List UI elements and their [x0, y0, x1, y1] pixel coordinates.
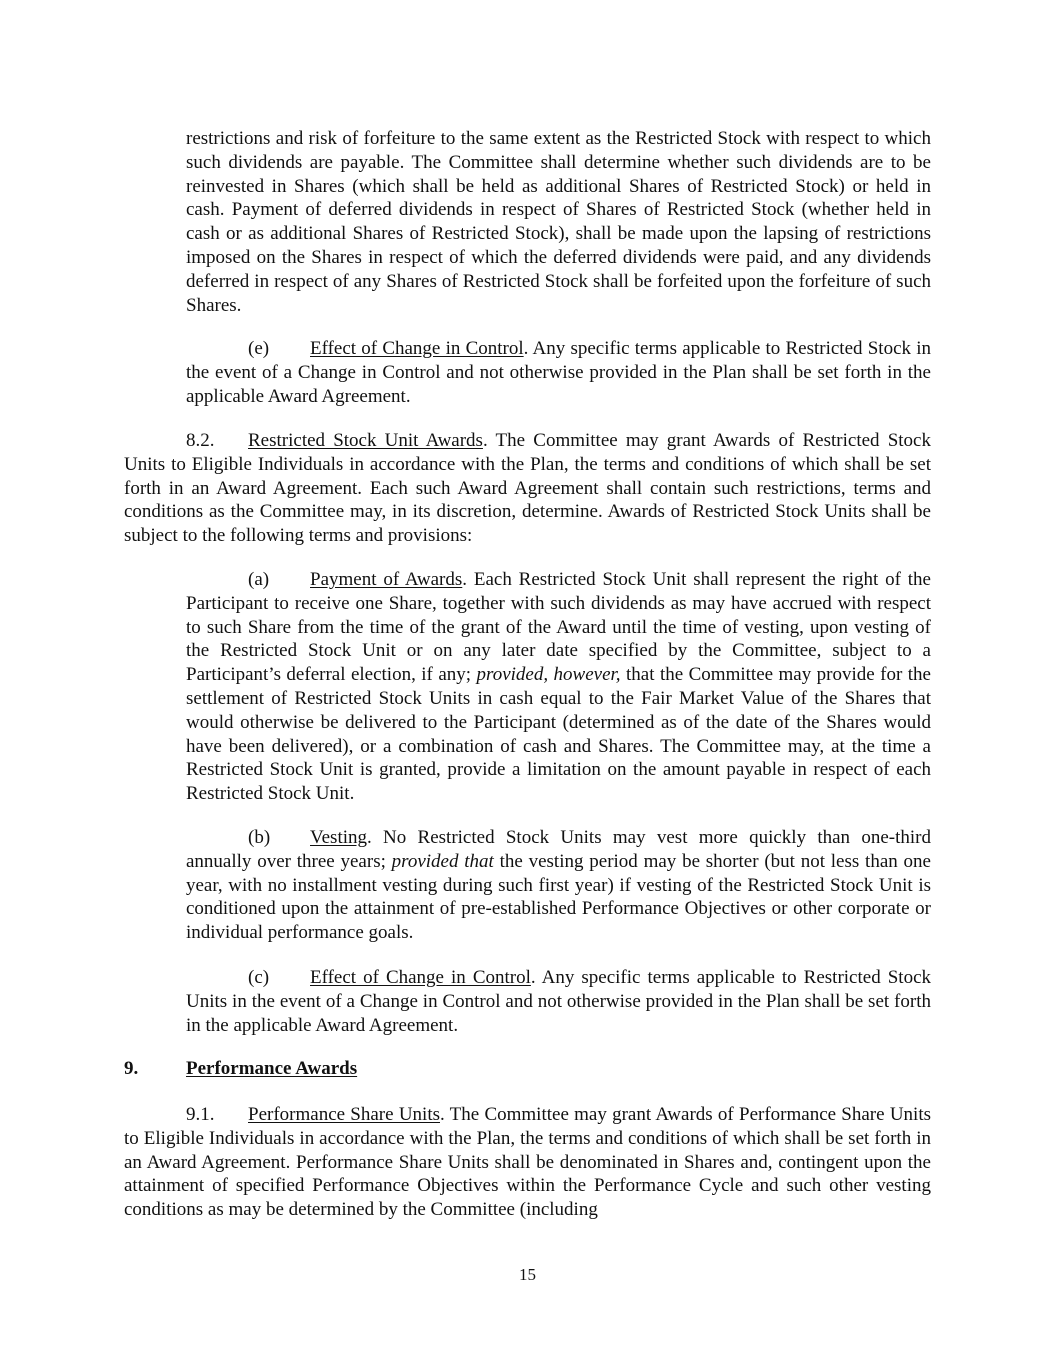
section-body: . The Committee may grant Awards of Performance Share Units to Eligible Individuals in accordance with the Plan, the terms and conditions of which shall be set forth in an Award Agreement. Performance Share Units shall be denominated in Shares and, contingent upon the attainment of specified Performance Objectives within the Performance Cycle and such other vesting conditions as may be determined by the Committee (including: [124, 1104, 931, 1221]
paragraph-9-1: [124, 1103, 931, 1222]
paragraph-text: restrictions and risk of forfeiture to the same extent as the Restricted Stock with respect to which such dividends are payable. The Committee shall determine whether such dividends are to be reinvested in Shares (which shall be held as additional Shares of Restricted Stock) or held in cash. Payment of deferred dividends in respect of Shares of Restricted Stock (whether held in cash or as additional Shares of Restricted Stock), shall be made upon the lapsing of restrictions imposed on the Shares in respect of which the deferred dividends were paid, and any dividends deferred in respect of any Shares of Restricted Stock shall be forfeited upon the forfeiture of such Shares.: [186, 128, 931, 316]
section-title: Restricted Stock Unit Awards: [248, 430, 483, 451]
paragraph-8-1-e: [186, 337, 931, 408]
section-number: 8.2.: [186, 430, 215, 451]
clause-number: (b): [248, 827, 271, 848]
paragraph-8-2-a: [186, 568, 931, 806]
clause-number: (e): [248, 338, 270, 359]
clause-title: Effect of Change in Control: [310, 338, 524, 359]
clause-body: . No Restricted Stock Units may vest more quickly than one-third annually over three years;: [186, 827, 931, 872]
page-number: 15: [519, 1265, 536, 1284]
clause-body: . Any specific terms applicable to Restricted Stock Units in the event of a Change in Control and not otherwise provided in the Plan shall be set forth in the applicable Award Agreement.: [186, 967, 932, 1036]
heading-number: 9.: [124, 1058, 139, 1079]
clause-italic: provided, however,: [476, 664, 621, 686]
clause-title: Payment of Awards: [310, 569, 463, 590]
paragraph-dividends-continuation: [186, 127, 931, 317]
clause-body-continued: that the Committee may provide for the settlement of Restricted Stock Units in cash equal to the Fair Market Value of the Shares that would otherwise be delivered to the Participant (determined as of the date of the Shares would have been delivered), or a combination of cash and Shares. The Committee may, at the time a Restricted Stock Unit is granted, provide a limitation on the amount payable in respect of each Restricted Stock Unit.: [186, 664, 931, 805]
section-title: Performance Share Units: [248, 1104, 440, 1125]
paragraph-8-2: [124, 429, 931, 548]
section-9-heading: [124, 1057, 357, 1081]
section-number: 9.1.: [186, 1104, 215, 1125]
clause-number: (c): [248, 967, 270, 988]
clause-body: . Any specific terms applicable to Restricted Stock in the event of a Change in Control and not otherwise provided in the Plan shall be set forth in the applicable Award Agreement.: [186, 338, 931, 407]
paragraph-8-2-c: [186, 966, 931, 1037]
clause-body: . Each Restricted Stock Unit shall represent the right of the Participant to receive one Share, together with such dividends as may have accrued with respect to such Share from the time of the grant of the Award until the time of vesting, upon vesting of the Restricted Stock Unit or on any later date specified by the Committee, subject to a Participant’s deferral election, if any;: [186, 569, 931, 686]
section-body: . The Committee may grant Awards of Restricted Stock Units to Eligible Individuals in accordance with the Plan, the terms and conditions of which shall be set forth in an Award Agreement. Each such Award Agreement shall contain such restrictions, terms and conditions as the Committee may, in its discretion, determine. Awards of Restricted Stock Units shall be subject to the following terms and provisions:: [124, 430, 931, 547]
clause-body-continued: the vesting period may be shorter (but not less than one year, with no installment vesting during such first year) if vesting of the Restricted Stock Unit is conditioned upon the attainment of pre-established Performance Objectives or other corporate or individual performance goals.: [186, 850, 931, 944]
clause-title: Effect of Change in Control: [310, 967, 531, 988]
clause-title: Vesting: [310, 827, 367, 848]
paragraph-8-2-b: [186, 826, 931, 945]
clause-italic: provided that: [391, 850, 494, 872]
clause-number: (a): [248, 569, 270, 590]
heading-title: Performance Awards: [186, 1058, 358, 1079]
